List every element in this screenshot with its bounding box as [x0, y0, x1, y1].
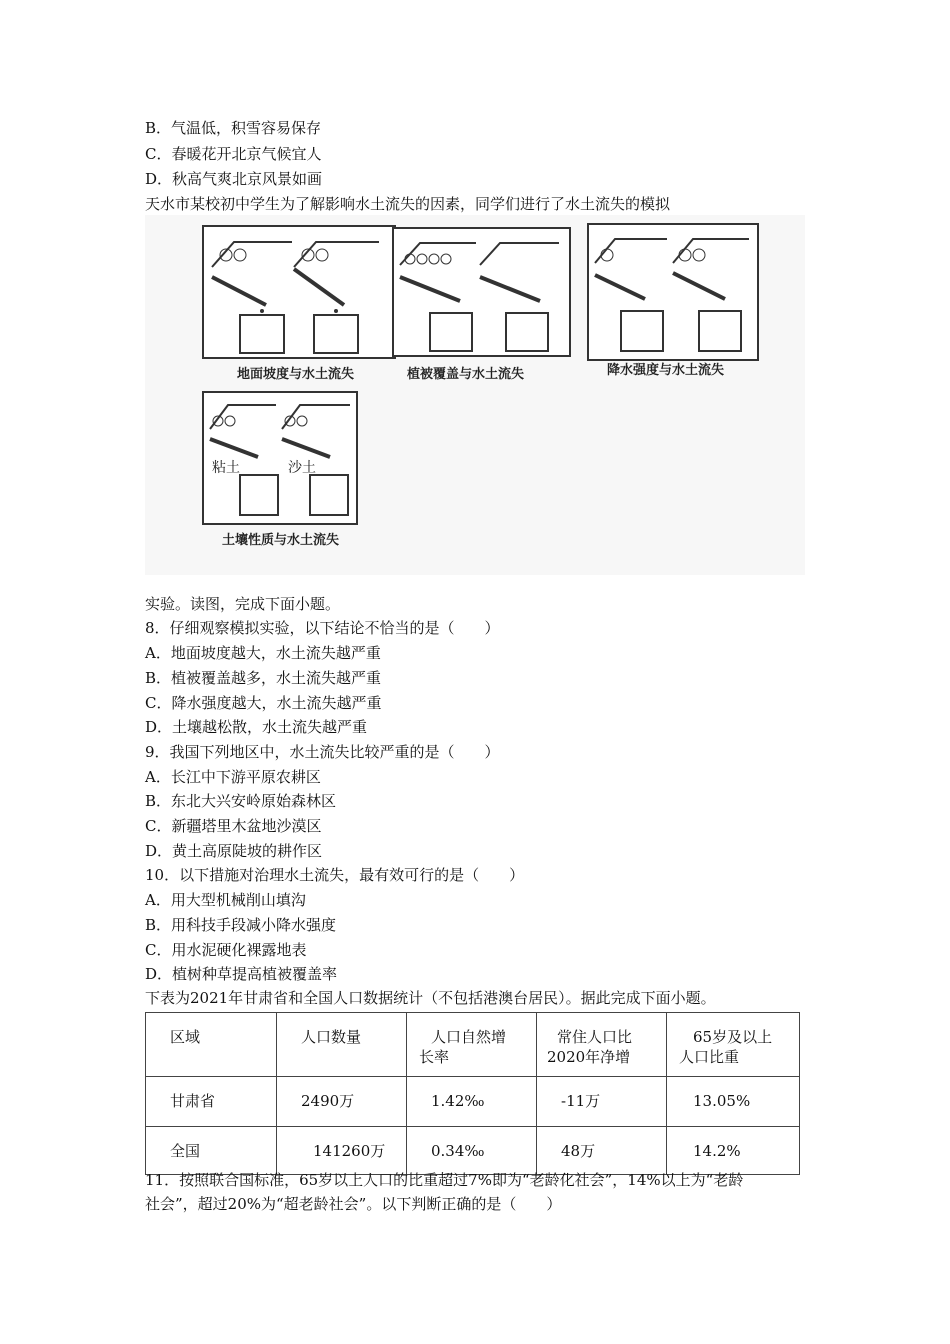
- table-row: [146, 1077, 800, 1127]
- label-sand: 沙土: [288, 460, 316, 476]
- header-net-1: 常住人口比: [557, 1028, 633, 1046]
- caption-slope: 地面坡度与水土流失: [237, 367, 355, 382]
- cell-net: 48万: [561, 1142, 596, 1160]
- q10-option-a: A．用大型机械削山填沟: [145, 891, 306, 909]
- q9-option-b: B．东北大兴安岭原始森林区: [145, 792, 337, 810]
- q10-option-b: B．用科技手段减小降水强度: [145, 916, 337, 934]
- population-table: [145, 1012, 800, 1175]
- option-d-prev: D．秋高气爽北京风景如画: [145, 170, 323, 188]
- cell-population: 141260万: [313, 1142, 386, 1160]
- header-growth-1: 人口自然增: [431, 1028, 507, 1046]
- cell-elderly: 14.2%: [693, 1142, 741, 1160]
- q8-option-a: A．地面坡度越大，水土流失越严重: [145, 644, 381, 662]
- header-growth-2: 长率: [419, 1048, 450, 1066]
- cell-region: 甘肃省: [170, 1092, 216, 1110]
- q8-stem: 8．仔细观察模拟实验，以下结论不恰当的是（ ）: [145, 619, 500, 637]
- option-c-prev: C．春暖花开北京气候宜人: [145, 145, 322, 163]
- slope-illustration: [204, 227, 394, 357]
- table-row: [146, 1127, 800, 1175]
- header-region: 区域: [170, 1028, 201, 1046]
- q9-option-c: C．新疆塔里木盆地沙漠区: [145, 817, 322, 835]
- experiment-outro: 实验。读图，完成下面小题。: [145, 595, 341, 613]
- q9-stem: 9．我国下列地区中，水土流失比较严重的是（ ）: [145, 743, 500, 761]
- table-intro: 下表为2021年甘肃省和全国人口数据统计（不包括港澳台居民）。据此完成下面小题。: [145, 989, 716, 1007]
- cell-net: -11万: [561, 1092, 601, 1110]
- q10-option-c: C．用水泥硬化裸露地表: [145, 941, 307, 959]
- vegetation-illustration: [394, 229, 569, 355]
- q8-option-b: B．植被覆盖越多，水土流失越严重: [145, 669, 382, 687]
- header-elderly-1: 65岁及以上: [693, 1028, 773, 1046]
- experiment-intro: 天水市某校初中学生为了解影响水土流失的因素，同学们进行了水土流失的模拟: [145, 195, 671, 213]
- caption-rainfall: 降水强度与水土流失: [607, 363, 725, 378]
- cell-population: 2490万: [301, 1092, 355, 1110]
- rainfall-illustration: [589, 225, 757, 359]
- cell-growth: 0.34‰: [431, 1142, 485, 1160]
- panel-vegetation: [392, 227, 571, 357]
- header-population: 人口数量: [301, 1028, 362, 1046]
- q9-option-d: D．黄土高原陡坡的耕作区: [145, 842, 323, 860]
- q11-line2: 社会”，超过20%为“超老龄社会”。以下判断正确的是（ ）: [145, 1195, 562, 1213]
- q9-option-a: A．长江中下游平原农耕区: [145, 768, 321, 786]
- table-header-row: [146, 1013, 800, 1077]
- label-clay: 粘土: [212, 460, 240, 476]
- q10-stem: 10．以下措施对治理水土流失，最有效可行的是（ ）: [145, 866, 525, 884]
- q8-option-d: D．土壤越松散，水土流失越严重: [145, 718, 368, 736]
- panel-rainfall: [587, 223, 759, 361]
- cell-elderly: 13.05%: [693, 1092, 751, 1110]
- option-b-prev: B．气温低，积雪容易保存: [145, 119, 322, 137]
- panel-soil: [202, 391, 358, 525]
- caption-soil: 土壤性质与水土流失: [222, 533, 340, 548]
- q10-option-d: D．植树种草提高植被覆盖率: [145, 965, 338, 983]
- caption-vegetation: 植被覆盖与水土流失: [407, 367, 525, 382]
- cell-growth: 1.42‰: [431, 1092, 485, 1110]
- q8-option-c: C．降水强度越大，水土流失越严重: [145, 694, 382, 712]
- header-net-2: 2020年净增: [547, 1048, 631, 1066]
- cell-region: 全国: [170, 1142, 201, 1160]
- experiment-figure: [145, 215, 805, 575]
- q11-line1: 11．按照联合国标准，65岁以上人口的比重超过7%即为“老龄化社会”，14%以上为“老龄: [145, 1171, 744, 1189]
- header-elderly-2: 人口比重: [679, 1048, 740, 1066]
- panel-slope: [202, 225, 396, 359]
